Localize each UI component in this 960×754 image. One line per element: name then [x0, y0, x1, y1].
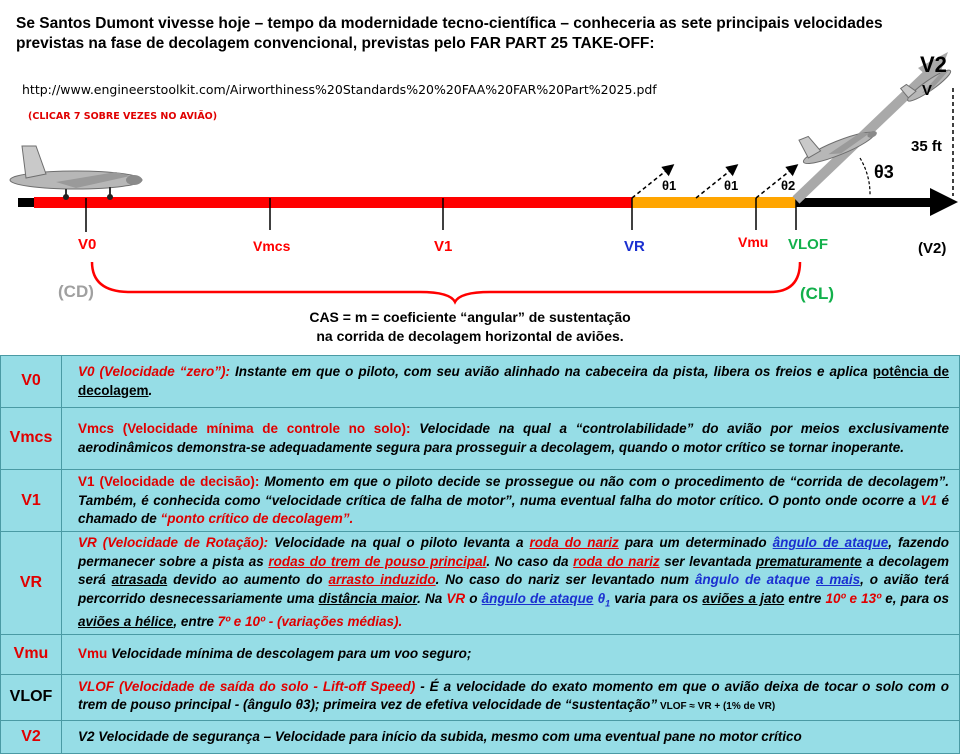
label-theta1-b: θ1 [724, 178, 739, 193]
symbol-cell: Vmu [1, 634, 62, 674]
symbol-cell: VR [1, 532, 62, 634]
cas-caption [270, 308, 670, 346]
label-vmcs: Vmcs [253, 238, 291, 254]
theta3-arc [860, 158, 870, 196]
runway-orange-segment [632, 197, 796, 208]
definition-cell: V2 Velocidade de segurança – Velocidade para início da subida, mesmo com uma eventual pane no motor crítico [62, 720, 960, 753]
definition-cell: Vmcs (Velocidade mínima de controle no solo): Velocidade na qual a “controlabilidade” do avião por meios exclusivamente aerodinâmicos demonstra-se adequadamente segura para prosseguir a decolagem, quando o motor crítico se tornar inoperante. [62, 408, 960, 470]
label-v2-top: V2 [920, 52, 947, 77]
runway-black-segment [796, 198, 930, 207]
airplane-ground-icon [10, 146, 142, 200]
label-theta2: θ2 [781, 178, 796, 193]
symbol-cell: V1 [1, 470, 62, 532]
label-theta1-a: θ1 [662, 178, 677, 193]
reference-url[interactable]: http://www.engineerstoolkit.com/Airworthiness%20Standards%20%20FAA%20FAR%20Part%2025.pdf [22, 82, 657, 97]
cas-line1: CAS = m = coeficiente “angular” de sustentação [309, 309, 631, 325]
symbol-cell: VLOF [1, 674, 62, 720]
cas-line2: na corrida de decolagem horizontal de aviões. [316, 328, 624, 344]
click-hint: (CLICAR 7 SOBRE VEZES NO AVIÃO) [28, 111, 218, 122]
label-cd: (CD) [58, 282, 94, 301]
table-row [1, 634, 960, 674]
runway-start [18, 198, 34, 207]
table-row [1, 532, 960, 634]
symbol-cell: Vmcs [1, 408, 62, 470]
table-row [1, 720, 960, 753]
label-v1: V1 [434, 238, 453, 255]
table-row [1, 356, 960, 408]
definition-cell: V0 (Velocidade “zero”): Instante em que o piloto, com seu avião alinhado na cabeceira da pista, libera os freios e aplica potência de decolagem. [62, 356, 960, 408]
label-vr: VR [624, 238, 645, 255]
label-height: 35 ft [911, 138, 942, 155]
label-v-top: V [922, 82, 933, 99]
page-title: Se Santos Dumont vivesse hoje – tempo da modernidade tecno-científica – conheceria as sete principais velocidades previstas na fase de decolagem convencional, previstas pelo FAR PART 25 TAKE-OFF: [16, 15, 883, 52]
symbol-cell: V2 [1, 720, 62, 753]
runway-arrowhead [930, 188, 958, 216]
table-row [1, 470, 960, 532]
table-row [1, 408, 960, 470]
definition-cell: V1 (Velocidade de decisão): Momento em que o piloto decide se prossegue ou não com o procedimento de “corrida de decolagem”. Também, é conhecida como “velocidade crítica de falha de motor”, numa eventual falha do motor crítico. O ponto onde ocorre a V1 é chamado de “ponto crítico de decolagem”. [62, 470, 960, 532]
symbol-cell: V0 [1, 356, 62, 408]
label-vlof: VLOF [788, 236, 828, 253]
definition-cell: VLOF (Velocidade de saída do solo - Lift-off Speed) - É a velocidade do exato momento em que o avião deixa de tocar o solo com o trem de pouso principal - (ângulo θ3); primeira vez de efetiva velocidade de “sustentação” VLOF ≈ VR + (1% de VR) [62, 674, 960, 720]
label-v2-axis: (V2) [918, 240, 947, 257]
table-row [1, 674, 960, 720]
label-vmu: Vmu [738, 234, 769, 250]
definition-cell: VR (Velocidade de Rotação): Velocidade na qual o piloto levanta a roda do nariz para um determinado ângulo de ataque, fazendo permanecer sobre a pista as rodas do trem de pouso principal. No caso da roda do nariz ser levantada prematuramente a decolagem será atrasada devido ao aumento do arrasto induzido. No caso do nariz ser levantado num ângulo de ataque a mais, o avião terá percorrido desnecessariamente uma distância maior. Na VR o ângulo de ataque $\theta_1$ varia para os aviões a jato entre 10º e 13º e, para os aviões a hélice, entre 7º e 10º - (variações médias). [62, 532, 960, 634]
def-head: V0 (Velocidade “zero”): [78, 364, 230, 380]
label-cl: (CL) [800, 284, 834, 303]
label-v0: V0 [78, 236, 97, 253]
label-theta3: θ3 [874, 162, 894, 182]
runway-red-segment [34, 197, 632, 208]
definition-cell: Vmu Velocidade mínima de descolagem para um voo seguro; [62, 634, 960, 674]
lift-brace [92, 262, 800, 302]
definitions-table [0, 355, 960, 754]
